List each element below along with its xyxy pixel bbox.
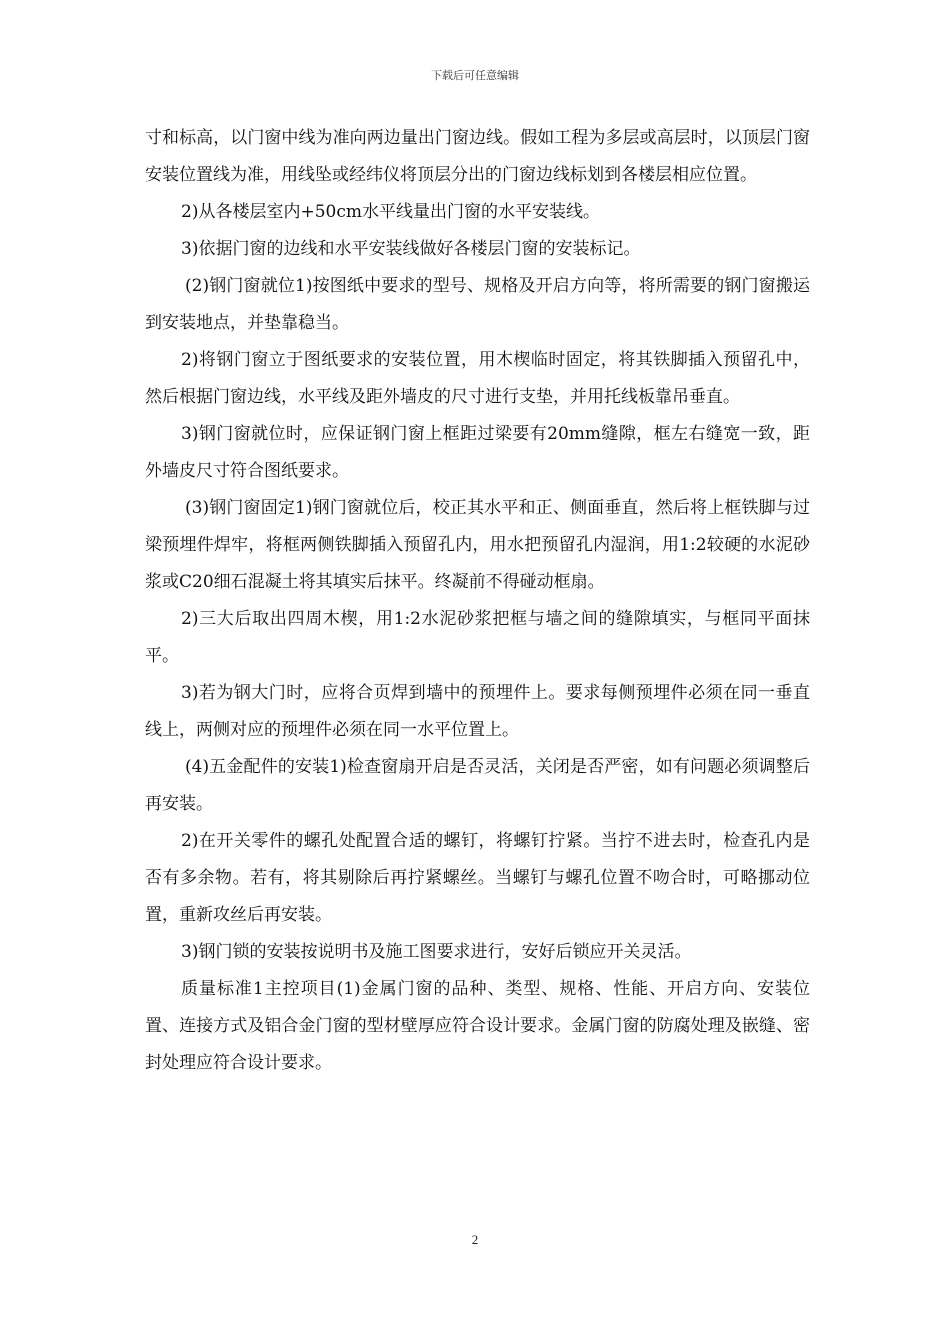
paragraph: 3)若为钢大门时，应将合页焊到墙中的预埋件上。要求每侧预埋件必须在同一垂直线上，两侧对应的预埋件必须在同一水平位置上。 bbox=[145, 683, 810, 740]
page-number: 2 bbox=[471, 1232, 479, 1247]
paragraph: (2)钢门窗就位1)按图纸中要求的型号、规格及开启方向等，将所需要的钢门窗搬运到安装地点，并垫靠稳当。 bbox=[145, 276, 810, 333]
document-body bbox=[145, 120, 810, 1082]
paragraph: (4)五金配件的安装1)检查窗扇开启是否灵活，关闭是否严密，如有问题必须调整后再安装。 bbox=[145, 757, 810, 814]
paragraph: 2)将钢门窗立于图纸要求的安装位置，用木楔临时固定，将其铁脚插入预留孔中，然后根据门窗边线，水平线及距外墙皮的尺寸进行支垫，并用托线板靠吊垂直。 bbox=[145, 350, 810, 407]
paragraph: 2)在开关零件的螺孔处配置合适的螺钉，将螺钉拧紧。当拧不进去时，检查孔内是否有多余物。若有，将其剔除后再拧紧螺丝。当螺钉与螺孔位置不吻合时，可略挪动位置，重新攻丝后再安装。 bbox=[145, 831, 810, 925]
paragraph: 3)钢门锁的安装按说明书及施工图要求进行，安好后锁应开关灵活。 bbox=[181, 942, 692, 962]
paragraph: 2)三大后取出四周木楔，用1:2水泥砂浆把框与墙之间的缝隙填实，与框同平面抹平。 bbox=[145, 609, 810, 666]
paragraph: 2)从各楼层室内+50cm水平线量出门窗的水平安装线。 bbox=[181, 202, 600, 222]
paragraph: 3)钢门窗就位时，应保证钢门窗上框距过梁要有20mm缝隙，框左右缝宽一致，距外墙皮尺寸符合图纸要求。 bbox=[145, 424, 810, 481]
paragraph-continuation: 寸和标高，以门窗中线为准向两边量出门窗边线。假如工程为多层或高层时，以顶层门窗安装位置线为准，用线坠或经纬仪将顶层分出的门窗边线标划到各楼层相应位置。 bbox=[145, 128, 810, 185]
paragraph: 3)依据门窗的边线和水平安装线做好各楼层门窗的安装标记。 bbox=[181, 239, 641, 259]
page-header-note: 下载后可任意编辑 bbox=[431, 69, 519, 82]
paragraph: (3)钢门窗固定1)钢门窗就位后，校正其水平和正、侧面垂直，然后将上框铁脚与过梁预埋件焊牢，将框两侧铁脚插入预留孔内，用水把预留孔内湿润，用1:2较硬的水泥砂浆或C20细石混凝土将其填实后抹平。终凝前不得碰动框扇。 bbox=[145, 498, 810, 592]
paragraph: 质量标准1主控项目(1)金属门窗的品种、类型、规格、性能、开启方向、安装位置、连接方式及铝合金门窗的型材壁厚应符合设计要求。金属门窗的防腐处理及嵌缝、密封处理应符合设计要求。 bbox=[145, 979, 810, 1073]
